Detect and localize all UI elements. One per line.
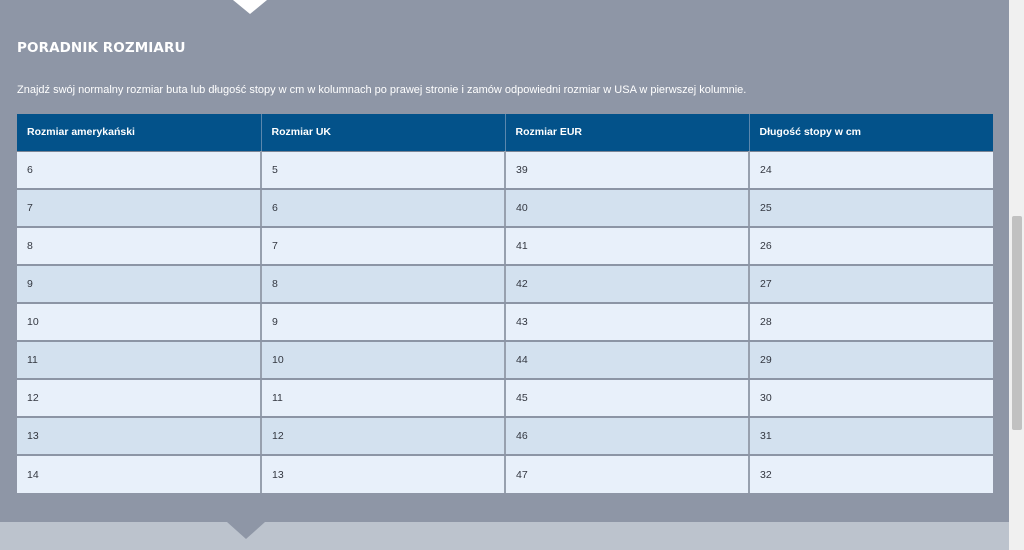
- cell-eur-size: 45: [505, 379, 749, 417]
- cell-us-size: 13: [17, 417, 261, 455]
- page-title: PORADNIK ROZMIARU: [17, 40, 186, 56]
- table-row: [17, 417, 993, 455]
- cell-foot-length: 30: [749, 379, 993, 417]
- table-row: [17, 189, 993, 227]
- table-row: [17, 227, 993, 265]
- cell-us-size: 10: [17, 303, 261, 341]
- table-row: [17, 265, 993, 303]
- cell-us-size: 7: [17, 189, 261, 227]
- cell-foot-length: 31: [749, 417, 993, 455]
- cell-foot-length: 32: [749, 455, 993, 493]
- cell-uk-size: 12: [261, 417, 505, 455]
- cell-foot-length: 24: [749, 151, 993, 189]
- cell-eur-size: 46: [505, 417, 749, 455]
- size-table: [17, 114, 993, 493]
- cell-uk-size: 11: [261, 379, 505, 417]
- cell-foot-length: 26: [749, 227, 993, 265]
- cell-eur-size: 40: [505, 189, 749, 227]
- cell-uk-size: 5: [261, 151, 505, 189]
- table-row: [17, 151, 993, 189]
- table-row: [17, 455, 993, 493]
- next-section-band: [0, 522, 1009, 550]
- table-row: [17, 303, 993, 341]
- cell-us-size: 6: [17, 151, 261, 189]
- cell-uk-size: 6: [261, 189, 505, 227]
- column-header-uk-size: Rozmiar UK: [261, 114, 505, 151]
- cell-us-size: 8: [17, 227, 261, 265]
- cell-uk-size: 13: [261, 455, 505, 493]
- cell-eur-size: 39: [505, 151, 749, 189]
- cell-eur-size: 43: [505, 303, 749, 341]
- column-header-foot-length: Długość stopy w cm: [749, 114, 993, 151]
- cell-uk-size: 8: [261, 265, 505, 303]
- cell-us-size: 11: [17, 341, 261, 379]
- guide-description: Znajdź swój normalny rozmiar buta lub długość stopy w cm w kolumnach po prawej stronie i zamów odpowiedni rozmiar w USA w pierwszej kolumnie.: [17, 84, 747, 96]
- cell-eur-size: 41: [505, 227, 749, 265]
- table-row: [17, 341, 993, 379]
- cell-foot-length: 25: [749, 189, 993, 227]
- cell-uk-size: 9: [261, 303, 505, 341]
- scrollbar-thumb[interactable]: [1012, 216, 1022, 430]
- cell-eur-size: 44: [505, 341, 749, 379]
- cell-eur-size: 42: [505, 265, 749, 303]
- cell-foot-length: 27: [749, 265, 993, 303]
- table-row: [17, 379, 993, 417]
- section-pointer-bottom: [227, 522, 265, 539]
- cell-us-size: 14: [17, 455, 261, 493]
- cell-us-size: 9: [17, 265, 261, 303]
- column-header-us-size: Rozmiar amerykański: [17, 114, 261, 151]
- cell-uk-size: 10: [261, 341, 505, 379]
- cell-us-size: 12: [17, 379, 261, 417]
- cell-uk-size: 7: [261, 227, 505, 265]
- table-header-row: [17, 114, 993, 151]
- cell-foot-length: 28: [749, 303, 993, 341]
- cell-foot-length: 29: [749, 341, 993, 379]
- column-header-eur-size: Rozmiar EUR: [505, 114, 749, 151]
- cell-eur-size: 47: [505, 455, 749, 493]
